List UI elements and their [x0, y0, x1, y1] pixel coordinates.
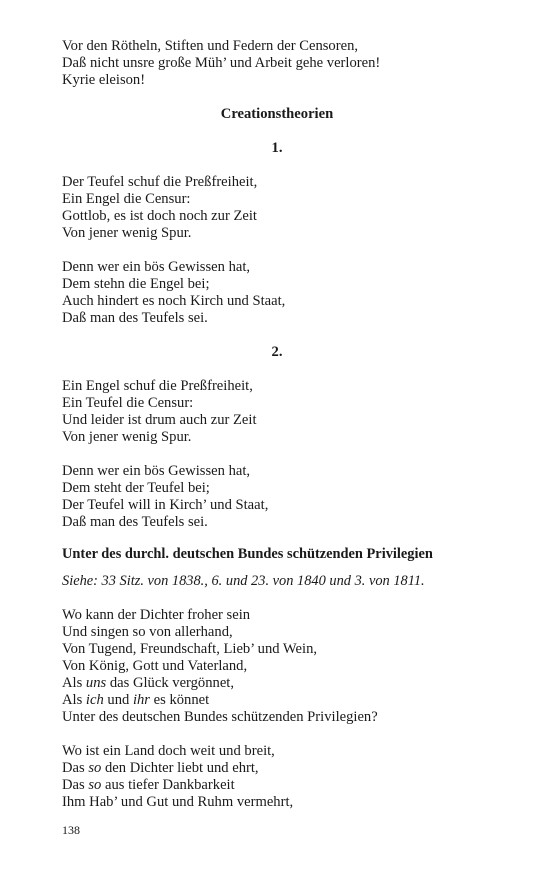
verse-line: Von König, Gott und Vaterland, [62, 658, 248, 674]
verse-line: Denn wer ein bös Gewissen hat, [62, 259, 251, 275]
poem-title-privilegien: Unter des durchl. deutschen Bundes schützenden Privilegien [62, 546, 433, 562]
verse-text: Als [62, 675, 86, 691]
verse-line: Ihm Hab’ und Gut und Ruhm vermehrt, [62, 794, 294, 810]
emphasis-text: so [88, 777, 102, 793]
verse-line: Vor den Rötheln, Stiften und Federn der Censoren, [62, 38, 359, 54]
verse-line [62, 760, 492, 777]
verse-text: und [103, 692, 133, 708]
verse-line: Der Teufel will in Kirch’ und Staat, [62, 497, 269, 513]
verse-line: Und singen so von allerhand, [62, 624, 233, 640]
stanza [62, 463, 492, 531]
verse-line: Kyrie eleison! [62, 72, 146, 88]
verse-line: Von jener wenig Spur. [62, 225, 192, 241]
verse-line: Dem stehn die Engel bei; [62, 276, 210, 292]
stanza [62, 607, 492, 726]
verse-line: Gottlob, es ist doch noch zur Zeit [62, 208, 257, 224]
source-note: Siehe: 33 Sitz. von 1838., 6. und 23. von 1840 und 3. von 1811. [62, 573, 425, 589]
verse-line: Ein Teufel die Censur: [62, 395, 194, 411]
book-page [62, 38, 492, 828]
verse-text: Das [62, 777, 89, 793]
verse-line: Ein Engel die Censur: [62, 191, 191, 207]
verse-line: Wo ist ein Land doch weit und breit, [62, 743, 275, 759]
stanza [62, 174, 492, 242]
verse-line: Daß man des Teufels sei. [62, 310, 208, 326]
verse-line: Daß nicht unsre große Müh’ und Arbeit gehe verloren! [62, 55, 381, 71]
verse-line: Von jener wenig Spur. [62, 429, 192, 445]
verse-line: Und leider ist drum auch zur Zeit [62, 412, 257, 428]
verse-line: Der Teufel schuf die Preßfreiheit, [62, 174, 258, 190]
verse-text: das Glück vergönnet, [106, 675, 235, 691]
poem-title-creationstheorien: Creationstheorien [220, 106, 334, 122]
intro-stanza [62, 38, 492, 89]
part-numeral-1: 1. [271, 140, 283, 156]
verse-line [62, 692, 492, 709]
verse-line: Unter des deutschen Bundes schützenden Privilegien? [62, 709, 378, 725]
verse-text: Das [62, 760, 89, 776]
verse-line: Wo kann der Dichter froher sein [62, 607, 251, 623]
verse-line: Von Tugend, Freundschaft, Lieb’ und Wein, [62, 641, 318, 657]
verse-line: Daß man des Teufels sei. [62, 514, 208, 530]
stanza [62, 378, 492, 446]
emphasis-text: ich [85, 692, 104, 708]
verse-line: Dem steht der Teufel bei; [62, 480, 210, 496]
verse-line [62, 675, 492, 692]
verse-line [62, 777, 492, 794]
stanza [62, 743, 492, 811]
part-numeral-2: 2. [271, 344, 283, 360]
page-number: 138 [62, 823, 80, 837]
verse-line: Ein Engel schuf die Preßfreiheit, [62, 378, 253, 394]
verse-text: es könnet [149, 692, 210, 708]
verse-line: Auch hindert es noch Kirch und Staat, [62, 293, 286, 309]
emphasis-text: uns [85, 675, 107, 691]
verse-text: aus tiefer Dankbarkeit [101, 777, 235, 793]
verse-line: Denn wer ein bös Gewissen hat, [62, 463, 251, 479]
stanza [62, 259, 492, 327]
emphasis-text: so [88, 760, 102, 776]
verse-text: den Dichter liebt und ehrt, [101, 760, 259, 776]
verse-text: Als [62, 692, 86, 708]
emphasis-text: ihr [132, 692, 150, 708]
